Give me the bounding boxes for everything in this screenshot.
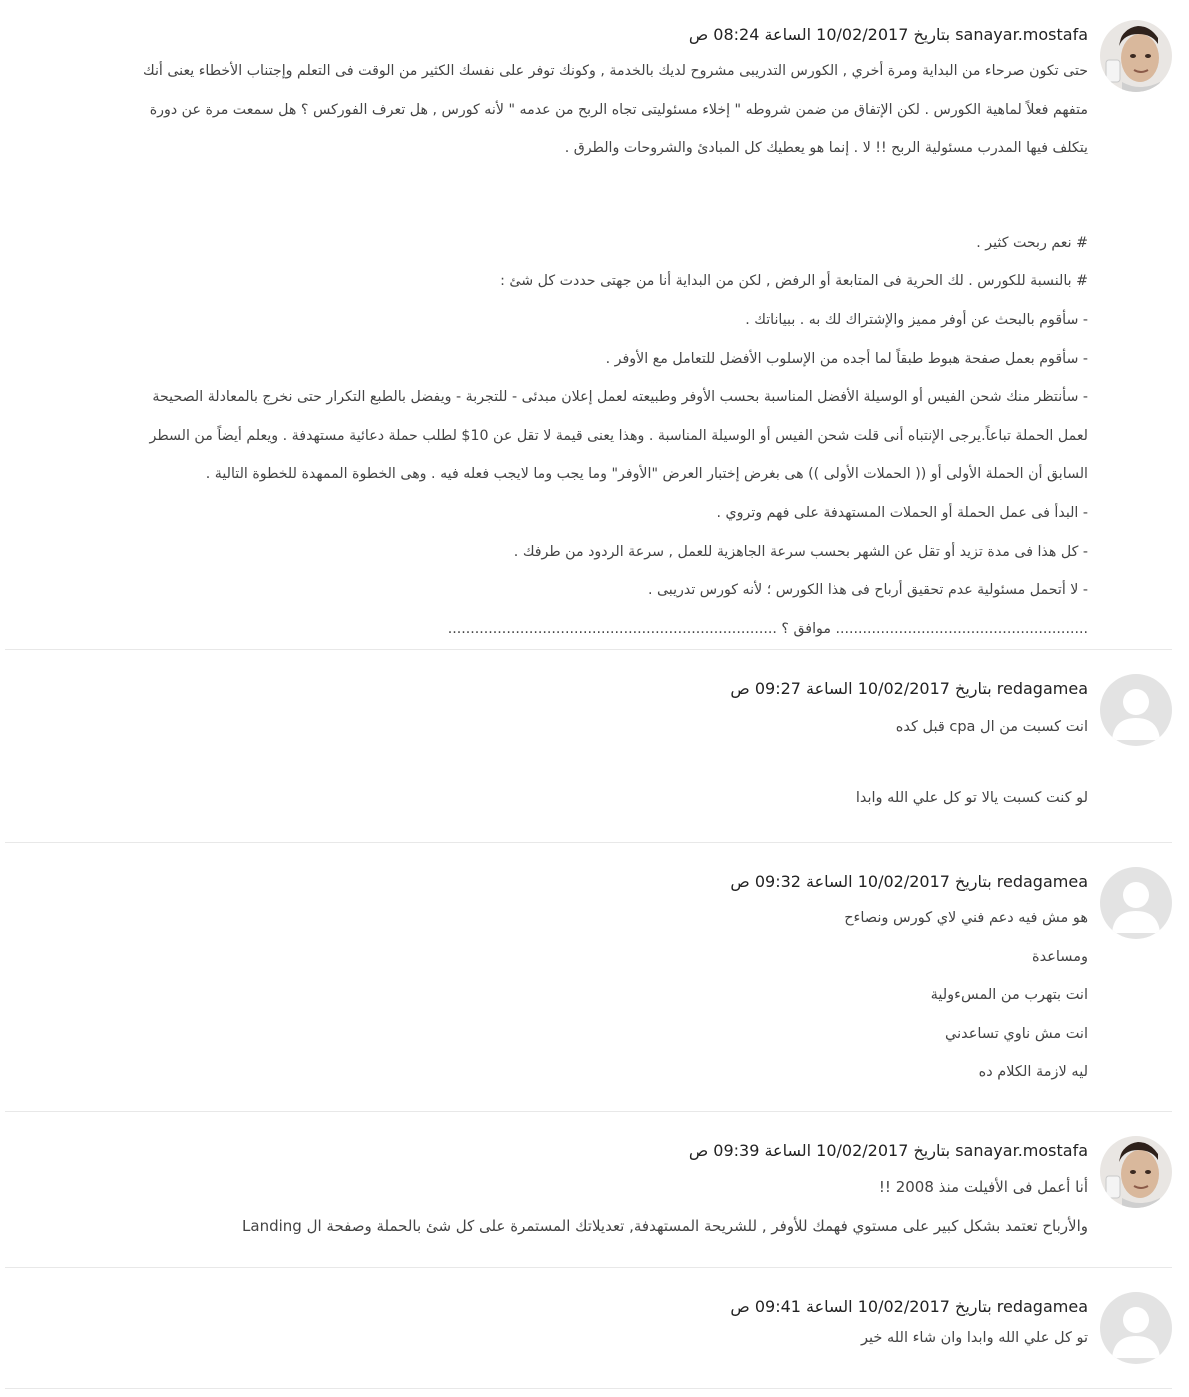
comment-line: السابق أن الحملة الأولى أو (( الحملات الأولى )) هى بغرض إختبار العرض "الأوفر" وما يجب وما لايجب فعله فيه . وهى الخطوة الممهدة للخطوة التالية . <box>205 466 1088 483</box>
comment-line: هو مش فيه دعم فني لاي كورس ونصاءح <box>844 910 1088 926</box>
comment-author[interactable]: redagamea <box>996 1297 1088 1316</box>
comment-line: ........................................................ موافق ؟ ......................................................................... <box>447 620 1088 637</box>
comment-line: لعمل الحملة تباعاً.يرجى الإنتباه أنى قلت شحن الفيس أو الوسيلة المناسبة . وهذا يعنى قيمة لا تقل عن 10$ لطلب حملة دعائية مستهدفة . ويعلم أيضاً من السطر <box>149 427 1088 444</box>
comment-meta <box>730 1294 1088 1320</box>
comment <box>5 1268 1172 1389</box>
comment-line: # بالنسبة للكورس . لك الحرية فى المتابعة أو الرفض , لكن من البداية أنا من جهتى حددت كل شئ : <box>500 273 1088 290</box>
user-photo-icon <box>1100 1136 1172 1208</box>
comment-date: بتاريخ 10/02/2017 الساعة 09:32 ص <box>730 872 992 891</box>
avatar[interactable] <box>1100 674 1172 746</box>
avatar[interactable] <box>1100 867 1172 939</box>
comment-line: لو كنت كسبت يالا تو كل علي الله وابدا <box>855 790 1088 806</box>
comment-line: - البدأ فى عمل الحملة أو الحملات المستهدفة على فهم وتروي . <box>716 504 1088 521</box>
comment-text <box>5 1324 1088 1352</box>
comment-line <box>5 168 1088 196</box>
default-avatar-icon <box>1100 1292 1172 1364</box>
default-avatar-icon <box>1100 674 1172 746</box>
comment-meta <box>689 22 1088 48</box>
comment-author[interactable]: sanayar.mostafa <box>955 25 1088 44</box>
comment-line <box>5 749 1088 777</box>
comments-list <box>5 0 1172 1389</box>
comment-author[interactable]: sanayar.mostafa <box>955 1141 1088 1160</box>
comment-line: - لا أتحمل مسئولية عدم تحقيق أرباح فى هذا الكورس ؛ لأنه كورس تدريبى . <box>647 582 1088 599</box>
comment-author[interactable]: redagamea <box>996 679 1088 698</box>
comment <box>5 843 1172 1112</box>
user-photo-icon <box>1100 20 1172 92</box>
comment-meta <box>730 676 1088 702</box>
comment-meta <box>730 869 1088 895</box>
comment-text <box>5 1168 1088 1246</box>
comment-line: حتى تكون صرحاء من البداية ومرة أخري , الكورس التدريبى مشروح لديك بالخدمة , وكونك توفر على نفسك الكثير من الوقت فى التعلم وإجتناب الأخطاء يعنى أنك <box>142 63 1088 79</box>
comment-line: # نعم ربحت كثير . <box>976 234 1088 251</box>
comment-line: متفهم فعلاً لماهية الكورس . لكن الإتفاق من ضمن شروطه " إخلاء مسئوليتى تجاه الربح من عدمه " لأنه كورس , هل تعرف الفوركس ؟ هل سمعت مرة عن دورة <box>149 101 1088 118</box>
comment-line: - سأنتظر منك شحن الفيس أو الوسيلة الأفضل المناسبة بحسب الأوفر وطبيعته لعمل إعلان مبدئى - للتجربة - ويفضل بالطبع التكرار حتى نخرج بالمعادلة الصحيحة <box>152 389 1088 406</box>
comment-meta <box>689 1138 1088 1164</box>
comment-line <box>5 196 1088 224</box>
comment-line: - كل هذا فى مدة تزيد أو تقل عن الشهر بحسب سرعة الجاهزية للعمل , سرعة الردود من طرفك . <box>513 543 1088 560</box>
comment-line: - سأقوم بالبحث عن أوفر مميز والإشتراك لك به . ببياناتك . <box>745 311 1088 328</box>
comment-line: والأرباح تعتمد بشكل كبير على مستوي فهمك للأوفر , للشريحة المستهدفة, تعديلاتك المستمرة على كل شئ بالحملة وصفحة ال Landing <box>242 1217 1088 1235</box>
comment-line: يتكلف فيها المدرب مسئولية الربح !! لا . إنما هو يعطيك كل المبادئ والشروحات والطرق . <box>564 140 1088 157</box>
comment-author[interactable]: redagamea <box>996 872 1088 891</box>
comment-date: بتاريخ 10/02/2017 الساعة 09:41 ص <box>730 1297 992 1316</box>
comment-line: انت مش ناوي تساعدني <box>945 1025 1088 1042</box>
comment-line: ليه لازمة الكلام ده <box>978 1064 1088 1080</box>
comment-line: ومساعدة <box>1032 948 1088 965</box>
comment-text <box>5 52 1088 648</box>
comment-text <box>5 899 1088 1092</box>
comment-line: أنا أعمل فى الأفيلت منذ 2008 !! <box>878 1178 1088 1196</box>
default-avatar-icon <box>1100 867 1172 939</box>
comment-line: - سأقوم بعمل صفحة هبوط طبقاً لما أجده من الإسلوب الأفضل للتعامل مع الأوفر . <box>605 350 1088 367</box>
comment-line: انت كسبت من ال cpa قبل كده <box>895 719 1088 735</box>
comment-date: بتاريخ 10/02/2017 الساعة 09:27 ص <box>730 679 992 698</box>
comment-line: انت بتهرب من المسءولية <box>930 987 1088 1003</box>
avatar[interactable] <box>1100 1136 1172 1208</box>
comment <box>5 1112 1172 1268</box>
avatar[interactable] <box>1100 1292 1172 1364</box>
comment-text <box>5 706 1088 820</box>
comment-date: بتاريخ 10/02/2017 الساعة 09:39 ص <box>688 1141 951 1160</box>
comment <box>5 0 1172 650</box>
avatar[interactable] <box>1100 20 1172 92</box>
comment-line: تو كل علي الله وابدا وان شاء الله خير <box>861 1330 1088 1346</box>
comment-date: بتاريخ 10/02/2017 الساعة 08:24 ص <box>688 25 951 44</box>
comment <box>5 650 1172 843</box>
